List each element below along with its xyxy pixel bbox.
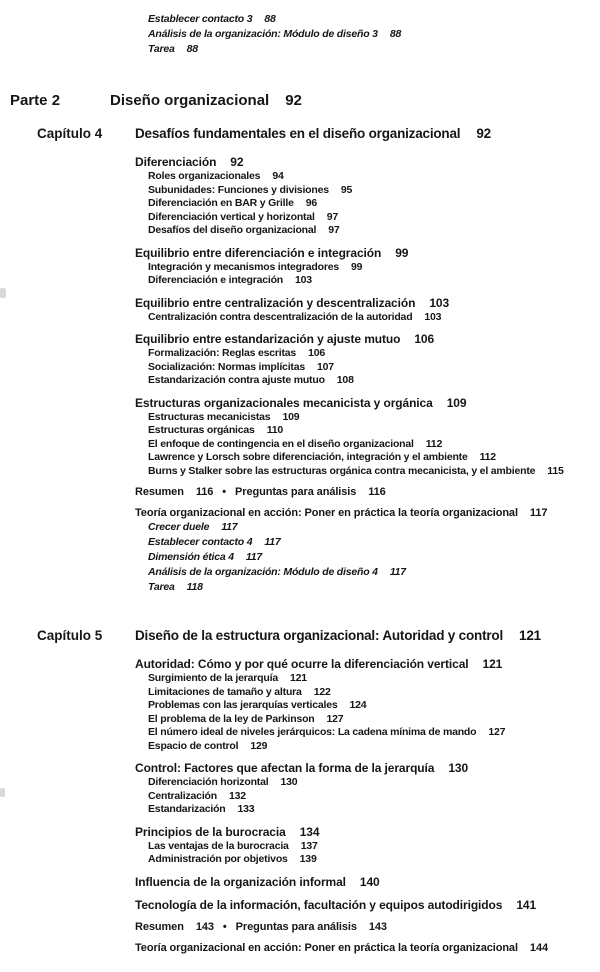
toc-entry-section	[135, 657, 600, 672]
toc-entry-sub_italic	[148, 565, 600, 580]
entry-label: Capítulo 5	[37, 628, 103, 643]
toc-entry-chapter	[37, 627, 600, 645]
entry-page-number: 141	[516, 897, 537, 912]
entry-page-number: 92	[285, 92, 302, 109]
entry-page-number: 129	[250, 739, 268, 752]
entry-text: Resumen	[135, 486, 184, 498]
entry-page-number: 117	[389, 566, 406, 578]
entry-page-number: 97	[328, 224, 340, 236]
entry-title: Diseño organizacional	[110, 92, 270, 109]
toc-entry-sub	[148, 465, 600, 479]
entry-page-number: 116	[368, 486, 386, 498]
entry-page-number: 143	[368, 920, 387, 933]
entry-page-number: 107	[317, 360, 334, 373]
entry-page-number: 144	[529, 941, 548, 954]
entry-text: Dimensión ética 4	[148, 551, 234, 563]
toc-entry-section	[135, 875, 600, 890]
entry-page-number: 132	[228, 789, 246, 802]
entry-text: Tarea	[148, 43, 175, 55]
entry-text: Estructuras mecanicistas	[148, 410, 271, 423]
toc-entry-sub	[148, 438, 600, 452]
toc-entry-sub_italic	[148, 550, 600, 565]
toc-entry-sub	[148, 424, 600, 438]
entry-page-number: 118	[186, 581, 203, 593]
entry-text: Socialización: Normas implícitas	[148, 360, 305, 373]
toc-entry-sub	[148, 170, 600, 184]
entry-page-number: 124	[349, 699, 367, 711]
toc-entry-sub	[148, 261, 600, 275]
entry-text: Análisis de la organización: Módulo de diseño 4	[148, 566, 378, 578]
entry-text: Formalización: Reglas escritas	[148, 347, 297, 359]
entry-page-number: 122	[313, 685, 331, 698]
entry-page-number: 117	[529, 507, 548, 519]
entry-text: Centralización	[148, 789, 217, 802]
table-of-contents	[0, 12, 600, 955]
entry-page-number: 117	[245, 551, 263, 563]
entry-text: Diferenciación vertical y horizontal	[148, 210, 315, 223]
entry-page-number: 88	[264, 13, 276, 25]
entry-text: Estandarización	[148, 803, 226, 815]
entry-page-number: 127	[326, 712, 344, 725]
toc-entry-feature	[135, 941, 600, 955]
toc-entry-sub	[148, 713, 600, 727]
toc-entry-sub	[148, 197, 600, 211]
toc-entry-sub_italic	[148, 520, 600, 535]
toc-entry-section	[135, 825, 600, 840]
entry-text: Preguntas para análisis	[235, 920, 357, 933]
entry-text: Roles organizacionales	[148, 170, 261, 182]
toc-entry-sub	[148, 672, 600, 686]
entry-page-number: 103	[424, 310, 442, 323]
entry-page-number: 143	[195, 920, 214, 933]
entry-text: Estructuras organizacionales mecanicista y orgánica	[135, 395, 433, 410]
entry-page-number: 116	[195, 486, 214, 498]
entry-text: Lawrence y Lorsch sobre diferenciación, integración y el ambiente	[148, 451, 468, 463]
entry-text: Principios de la burocracia	[135, 824, 286, 839]
entry-label: Parte 2	[10, 92, 61, 109]
toc-entry-sub	[148, 776, 600, 790]
entry-text: Espacio de control	[148, 739, 239, 752]
entry-text: Establecer contacto 3	[148, 13, 253, 25]
entry-text: Desafíos del diseño organizacional	[148, 224, 317, 236]
entry-text: El número ideal de niveles jerárquicos: La cadena mínima de mando	[148, 726, 477, 738]
entry-text: Centralización contra descentralización de la autoridad	[148, 310, 413, 323]
entry-text: Equilibrio entre estandarización y ajuste mutuo	[135, 332, 401, 346]
entry-text: El problema de la ley de Parkinson	[148, 712, 315, 725]
toc-entry-sub	[148, 853, 600, 867]
toc-entry-sub_italic	[148, 580, 600, 595]
entry-text: Diferenciación en BAR y Grille	[148, 197, 294, 209]
entry-text: Crecer duele	[148, 521, 210, 533]
entry-page-number: 108	[336, 374, 354, 386]
toc-entry-sub	[148, 361, 600, 375]
entry-label: Capítulo 4	[37, 126, 103, 141]
entry-text: Surgimiento de la jerarquía	[148, 672, 278, 684]
entry-page-number: 88	[186, 43, 198, 55]
entry-text: Teoría organizacional en acción: Poner en práctica la teoría organizacional	[135, 941, 518, 954]
entry-text: Tecnología de la información, facultación y equipos autodirigidos	[135, 897, 503, 912]
entry-text: Diferenciación e integración	[148, 274, 284, 286]
entry-page-number: 127	[488, 726, 506, 738]
entry-page-number: 110	[266, 424, 284, 436]
entry-text: Administración por objetivos	[148, 853, 288, 865]
entry-text: Equilibrio entre diferenciación e integración	[135, 245, 382, 260]
toc-entry-sub	[148, 699, 600, 713]
entry-page-number: 109	[282, 410, 300, 423]
toc-entry-sub_italic	[148, 27, 600, 42]
entry-title: Diseño de la estructura organizacional: Autoridad y control	[135, 628, 504, 643]
entry-text: Estandarización contra ajuste mutuo	[148, 374, 325, 386]
entry-page-number: 112	[425, 437, 443, 450]
toc-entry-section	[135, 246, 600, 261]
toc-entry-dual	[135, 485, 600, 499]
toc-entry-sub	[148, 686, 600, 700]
entry-text: Diferenciación	[135, 155, 217, 169]
entry-page-number: 94	[272, 170, 284, 182]
entry-page-number: 139	[299, 853, 317, 865]
entry-page-number: 106	[308, 347, 325, 359]
entry-page-number: 140	[359, 874, 380, 889]
entry-page-number: 92	[476, 126, 491, 141]
entry-page-number: 106	[414, 332, 435, 346]
entry-text: Limitaciones de tamaño y altura	[148, 685, 302, 698]
entry-text: Diferenciación horizontal	[148, 776, 269, 788]
toc-entry-section	[135, 155, 600, 170]
toc-entry-chapter	[37, 125, 600, 143]
toc-entry-section	[135, 898, 600, 913]
entry-page-number: 92	[230, 155, 244, 169]
entry-text: Tarea	[148, 581, 175, 593]
entry-page-number: 103	[429, 295, 450, 310]
toc-entry-sub	[148, 451, 600, 465]
toc-entry-sub_italic	[148, 42, 600, 57]
entry-text: Problemas con las jerarquías verticales	[148, 699, 338, 711]
entry-page-number: 134	[299, 824, 320, 839]
toc-entry-sub	[148, 224, 600, 238]
entry-text: Influencia de la organización informal	[135, 874, 346, 889]
bullet-separator: •	[222, 486, 227, 498]
toc-entry-sub	[148, 311, 600, 325]
entry-page-number: 96	[305, 197, 317, 209]
entry-text: Burns y Stalker sobre las estructuras orgánica contra mecanicista, y el ambiente	[148, 464, 536, 477]
toc-entry-sub	[148, 840, 600, 854]
entry-text: Preguntas para análisis	[235, 486, 357, 498]
entry-text: Integración y mecanismos integradores	[148, 260, 339, 273]
entry-text: El enfoque de contingencia en el diseño organizacional	[148, 437, 414, 450]
entry-page-number: 121	[519, 628, 541, 643]
toc-entry-section	[135, 396, 600, 411]
entry-page-number: 103	[295, 274, 312, 286]
toc-entry-section	[135, 332, 600, 347]
entry-page-number: 95	[340, 183, 353, 196]
entry-text: Equilibrio entre centralización y descentralización	[135, 295, 416, 310]
toc-entry-sub	[148, 740, 600, 754]
toc-entry-section	[135, 296, 600, 311]
entry-page-number: 137	[300, 839, 318, 852]
entry-page-number: 117	[221, 521, 238, 533]
entry-page-number: 121	[289, 672, 307, 684]
toc-entry-sub	[148, 374, 600, 388]
toc-entry-dual	[135, 920, 600, 934]
entry-text: Establecer contacto 4	[148, 536, 253, 548]
entry-text: Análisis de la organización: Módulo de diseño 3	[148, 28, 378, 40]
entry-page-number: 112	[479, 451, 496, 463]
toc-entry-feature	[135, 506, 600, 520]
toc-entry-sub	[148, 790, 600, 804]
toc-entry-sub	[148, 347, 600, 361]
entry-page-number: 99	[395, 245, 409, 260]
scan-artifact	[0, 288, 6, 298]
entry-text: Las ventajas de la burocracia	[148, 839, 289, 852]
entry-text: Autoridad: Cómo y por qué ocurre la diferenciación vertical	[135, 657, 469, 671]
toc-entry-section	[135, 761, 600, 776]
entry-text: Control: Factores que afectan la forma de la jerarquía	[135, 761, 435, 775]
scan-artifact	[0, 788, 5, 797]
entry-page-number: 99	[351, 260, 363, 273]
entry-page-number: 109	[446, 395, 467, 410]
entry-page-number: 115	[547, 464, 564, 477]
toc-entry-sub	[148, 803, 600, 817]
entry-text: Teoría organizacional en acción: Poner en práctica la teoría organizacional	[135, 507, 518, 519]
toc-entry-sub_italic	[148, 535, 600, 550]
entry-page-number: 130	[280, 776, 298, 788]
entry-page-number: 97	[326, 210, 338, 223]
toc-entry-part	[10, 91, 600, 111]
entry-page-number: 117	[264, 536, 281, 548]
toc-entry-sub	[148, 411, 600, 425]
entry-text: Subunidades: Funciones y divisiones	[148, 183, 329, 196]
toc-entry-sub	[148, 726, 600, 740]
entry-page-number: 130	[448, 761, 469, 775]
entry-text: Resumen	[135, 920, 184, 933]
toc-entry-sub	[148, 184, 600, 198]
entry-page-number: 133	[237, 803, 255, 815]
entry-text: Estructuras orgánicas	[148, 424, 255, 436]
toc-entry-sub	[148, 274, 600, 288]
toc-entry-sub	[148, 211, 600, 225]
entry-page-number: 121	[482, 657, 503, 671]
entry-title: Desafíos fundamentales en el diseño organizacional	[135, 126, 461, 141]
entry-page-number: 88	[389, 28, 402, 40]
bullet-separator: •	[222, 920, 227, 933]
toc-entry-sub_italic	[148, 12, 600, 27]
